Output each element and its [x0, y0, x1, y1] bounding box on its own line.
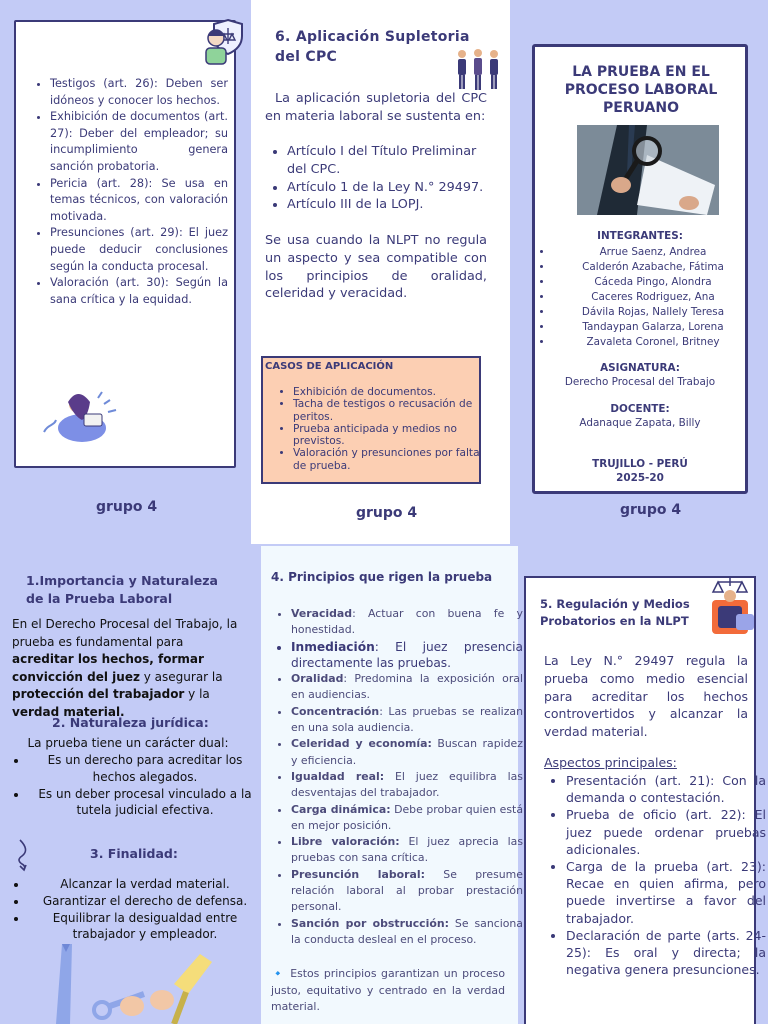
list-item: • Presentación (art. 21): Con la demanda o contestación.: [566, 772, 766, 806]
diamond-icon: 🔹: [271, 967, 286, 980]
note-text: Estos principios garantizan un proceso justo, equitativo y centrado en la verdad material.: [271, 967, 505, 1013]
list-item: [291, 834, 523, 867]
place-label: TRUJILLO - PERÚ: [592, 458, 688, 470]
panel-cover: [532, 44, 748, 494]
principle-text: Se presume relación laboral al probar prestación personal.: [291, 867, 523, 914]
scales-icon: [708, 574, 758, 636]
principle-term: Veracidad: [291, 607, 353, 620]
list-item: • Prueba anticipada y medios no previstos.: [293, 423, 489, 448]
principle-text: : Las pruebas se realizan en una sola audiencia.: [291, 704, 523, 735]
text-bold: verdad material.: [12, 704, 125, 719]
panel-regulacion: [524, 576, 766, 1024]
text-run: En el Derecho Procesal del Trabajo, la prueba es fundamental para: [12, 617, 238, 649]
list-item: • Prueba de oficio (art. 22): El juez puede ordenar pruebas adicionales.: [566, 806, 766, 858]
text-run: y asegurar la: [139, 669, 223, 684]
cases-list: [275, 386, 489, 472]
legal-basis-list: [269, 143, 487, 214]
panel-testigos: [14, 20, 236, 468]
list-item: [291, 671, 523, 704]
list-item: • Garantizar el derecho de defensa.: [28, 893, 262, 910]
list-item: • Valoración (art. 30): Según la sana crítica y la equidad.: [50, 275, 228, 308]
section-heading: 4. Principios que rigen la prueba: [271, 570, 493, 584]
list-item: • Artículo 1 de la Ley N.° 29497.: [287, 179, 487, 197]
list-item: • Tacha de testigos o recusación de peritos.: [293, 398, 489, 423]
list-item: • Declaración de parte (arts. 24-25): Es oral y directa; la negativa genera presunciones.: [566, 927, 766, 979]
principle-term: Inmediación: [291, 639, 375, 654]
list-item: • Presunciones (art. 29): El juez puede deducir conclusiones según la conducta procesal.: [50, 225, 228, 275]
principle-term: Libre valoración:: [291, 835, 400, 849]
section-heading: 6. Aplicación Supletoria del CPC: [275, 29, 470, 65]
list-item: [291, 867, 523, 916]
footer-group-label: grupo 4: [356, 505, 418, 521]
intro-text: La aplicación supletoria del CPC en materia laboral se sustenta en:: [265, 91, 487, 124]
page-title: LA PRUEBA EN EL PROCESO LABORAL PERUANO: [564, 64, 718, 116]
aspects-label: Aspectos principales:: [544, 755, 677, 770]
purpose-list: [12, 876, 262, 943]
list-item: • Carga de la prueba (art. 23): Recae en quien afirma, pero puede invertirse a favor del trabajador.: [566, 858, 766, 927]
list-item: • Caceres Rodriguez, Ana: [553, 290, 753, 305]
list-item: • Calderón Azabache, Fátima: [553, 260, 753, 275]
evidence-list: [32, 76, 228, 308]
section-heading: 2. Naturaleza jurídica:: [52, 715, 209, 730]
list-item: [291, 736, 523, 769]
list-item: • Exhibición de documentos (art. 27): Deber del empleador; su incumplimiento genera sanción probatoria.: [50, 109, 228, 175]
list-item: • Testigos (art. 26): Deben ser idóneos y conocer los hechos.: [50, 76, 228, 109]
principle-term: Oralidad: [291, 672, 344, 686]
principle-term: Sanción por obstrucción:: [291, 916, 449, 930]
principle-text: El juez aprecia las pruebas con sana crítica.: [291, 835, 523, 865]
arrow-doodle-icon: [14, 838, 34, 872]
list-item: • Es un deber procesal vinculado a la tutela judicial efectiva.: [28, 786, 262, 820]
text-bold: acreditar los hechos, formar convicción del juez: [12, 652, 204, 684]
subject-value: Derecho Procesal del Trabajo: [564, 376, 716, 388]
list-item: • Alcanzar la verdad material.: [28, 876, 262, 893]
panel-importancia: [0, 544, 256, 1024]
text-bold: protección del trabajador: [12, 687, 185, 701]
intro-text: La Ley N.° 29497 regula la prueba como medio esencial para acreditar los hechos controvertidos y alcanzar la verdad material.: [544, 653, 748, 740]
list-item: [291, 802, 523, 835]
principle-term: Igualdad real:: [291, 769, 385, 783]
list-item: • Es un derecho para acreditar los hechos alegados.: [28, 752, 262, 786]
closing-text: Se usa cuando la NLPT no regula un aspecto y sea compatible con los principios de oralidad, celeridad y veracidad.: [265, 233, 487, 302]
woman-reading-icon: [38, 384, 124, 444]
list-item: • Artículo III de la LOPJ.: [287, 196, 487, 214]
footer-group-label: grupo 4: [96, 499, 158, 515]
teacher-label: DOCENTE:: [610, 403, 670, 415]
dual-list: [12, 752, 262, 819]
principle-term: Presunción laboral:: [291, 867, 425, 881]
list-item: • Tandaypan Galarza, Lorena: [553, 320, 753, 335]
list-item: • Dávila Rojas, Nallely Teresa: [553, 305, 753, 320]
section-heading: 3. Finalidad:: [90, 846, 178, 861]
list-item: • Equilibrar la desigualdad entre trabajador y empleador.: [28, 910, 262, 944]
text-run: y la: [184, 687, 210, 701]
principle-term: Carga dinámica:: [291, 802, 391, 816]
list-item: [291, 639, 523, 672]
members-list: [539, 245, 753, 350]
aspects-list: [548, 772, 766, 978]
principle-text: Se sanciona la conducta desleal en el proceso.: [291, 916, 523, 946]
section-heading: 1.Importancia y Naturaleza de la Prueba Laboral: [26, 573, 218, 606]
principles-note: [271, 966, 505, 1016]
principle-text: El juez equilibra las desventajas del trabajador.: [291, 769, 523, 800]
list-item: • Artículo I del Título Preliminar del CPC.: [287, 143, 487, 179]
list-item: [291, 916, 523, 949]
teacher-value: Adanaque Zapata, Billy: [579, 417, 701, 429]
dual-intro: La prueba tiene un carácter dual:: [27, 736, 229, 750]
principle-text: : Predomina la exposición oral en audiencias.: [291, 672, 523, 702]
list-item: • Arrue Saenz, Andrea: [553, 245, 753, 260]
year-label: 2025-20: [616, 472, 664, 484]
principle-term: Celeridad y economía:: [291, 737, 432, 751]
section-heading: 5. Regulación y Medios Probatorios en la NLPT: [540, 597, 690, 628]
list-item: [291, 704, 523, 737]
list-item: • Valoración y presunciones por falta de prueba.: [293, 447, 489, 472]
footer-group-label: grupo 4: [620, 502, 682, 518]
members-label: INTEGRANTES:: [597, 230, 683, 242]
principle-text: Buscan rapidez y eficiencia.: [291, 737, 523, 767]
principles-list: [273, 606, 523, 948]
principle-term: Concentración: [291, 704, 380, 718]
tools-icon: [40, 940, 220, 1024]
panel-principios: [261, 546, 523, 1024]
list-item: • Pericia (art. 28): Se usa en temas técnicos, con valoración motivada.: [50, 176, 228, 226]
list-item: • Zavaleta Coronel, Britney: [553, 335, 753, 350]
cases-title: CASOS DE APLICACIÓN: [265, 361, 394, 372]
importance-paragraph: [12, 616, 248, 721]
principle-text: : Actuar con buena fe y honestidad.: [291, 607, 523, 637]
business-people-icon: [453, 46, 503, 92]
lawyer-shield-icon: [198, 16, 254, 66]
subject-label: ASIGNATURA:: [600, 362, 680, 374]
principle-text: Debe probar quien está en mejor posición.: [291, 802, 523, 832]
list-item: • Cáceda Pingo, Alondra: [553, 275, 753, 290]
magnifier-photo: [577, 125, 719, 215]
cases-box: [261, 356, 481, 484]
list-item: [291, 769, 523, 802]
list-item: [291, 606, 523, 639]
principle-text: : El juez presencia directamente las pruebas.: [291, 639, 523, 670]
panel-aplicacion-supletoria: [251, 0, 510, 544]
list-item: • Exhibición de documentos.: [293, 386, 489, 398]
